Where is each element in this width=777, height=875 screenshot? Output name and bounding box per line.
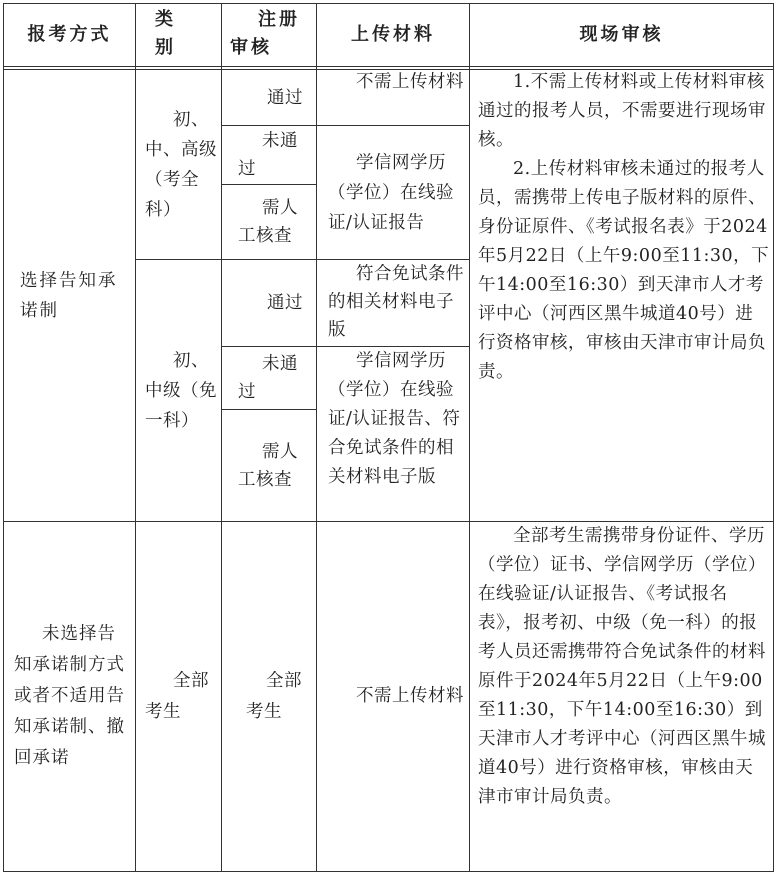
section2-category (145, 522, 221, 871)
section1-method (20, 70, 130, 521)
group1-materials-fail (328, 126, 466, 259)
group2-category-label: 初、中级（免一科） (145, 350, 217, 431)
group2-review-pass (232, 260, 316, 346)
table-border-left (3, 3, 4, 872)
review-label: 未通过 (238, 131, 298, 179)
header-category-label: 类别 (155, 9, 177, 58)
section2-materials-label: 不需上传材料 (356, 686, 464, 706)
review-label: 需人工核查 (238, 441, 298, 490)
header-divider (3, 66, 774, 67)
header-onsite-review-label: 现场审核 (579, 24, 664, 45)
header-upload-materials-label: 上传材料 (351, 24, 435, 45)
section1-onsite-review (478, 68, 770, 518)
header-method-label: 报考方式 (27, 24, 112, 45)
materials-label: 不需上传材料 (356, 72, 464, 92)
onsite-paragraph: 1.不需上传材料或上传材料审核通过的报考人员，不需要进行现场审核。 (478, 72, 766, 150)
table-border-bottom (3, 871, 774, 872)
review-label: 未通过 (238, 354, 298, 402)
section2-method-label: 未选择告知承诺制方式或者不适用告知承诺制、撤回承诺 (14, 624, 125, 768)
col-divider (135, 3, 136, 872)
materials-label: 符合免试条件的相关材料电子版 (328, 264, 464, 340)
group2-review-fail (238, 347, 316, 409)
group1-review-manual (238, 185, 316, 259)
review-label: 通过 (267, 293, 303, 313)
section2-review-label: 全部考生 (246, 670, 302, 722)
section2-review (246, 522, 316, 871)
group1-category (145, 70, 221, 259)
header-upload-materials (317, 4, 469, 66)
header-registration-review-label: 注册审核 (230, 9, 300, 58)
col-divider (469, 3, 470, 872)
header-method (4, 4, 135, 66)
section2-category-label: 全部考生 (145, 670, 209, 722)
materials-label: 学信网学历（学位）在线验证/认证报告、符合免试条件的相关材料电子版 (328, 351, 461, 487)
section2-onsite-review (478, 522, 770, 871)
onsite-paragraph: 全部考生需携带身份证件、学历（学位）证书、学信网学历（学位）在线验证/认证报告、《考试报名表》，报考初、中级（免一科）的报考人员还需携带符合免试条件的材料原件于2024年5月22日（上午9:00至11:30，下午14:00至16:30）到天津市人才考评中心（河西区黑牛城道40号）进行资格审核，审核由天津市审计局负责。 (478, 526, 766, 807)
group2-category (145, 260, 221, 521)
materials-label: 学信网学历（学位）在线验证/认证报告 (328, 152, 454, 233)
group2-materials-fail (328, 347, 466, 521)
header-category (146, 6, 216, 66)
section1-method-label: 选择告知承诺制 (20, 270, 118, 321)
group1-category-label: 初、中、高级（考全科） (145, 109, 217, 220)
header-registration-review (230, 6, 310, 66)
onsite-paragraph: 2.上传材料审核未通过的报考人员，需携带上传电子版材料的原件、身份证原件、《考试报名表》于2024年5月22日（上午9:00至11:30，下午14:00至16:30）到天津市人才考评中心（河西区黑牛城道40号）进行资格审核，审核由天津市审计局负责。 (478, 159, 770, 382)
section2-materials (328, 522, 466, 871)
review-label: 通过 (267, 87, 303, 108)
group2-review-manual (238, 410, 316, 521)
col-divider (221, 3, 222, 872)
group1-materials-pass (328, 68, 466, 124)
group2-materials-pass (328, 260, 466, 346)
section2-method (14, 522, 132, 871)
group1-review-fail (238, 126, 316, 184)
col-divider (316, 3, 317, 872)
group1-review-pass (232, 70, 316, 125)
header-onsite-review (470, 4, 773, 66)
table-border-right (773, 3, 774, 872)
review-label: 需人工核查 (238, 198, 298, 246)
